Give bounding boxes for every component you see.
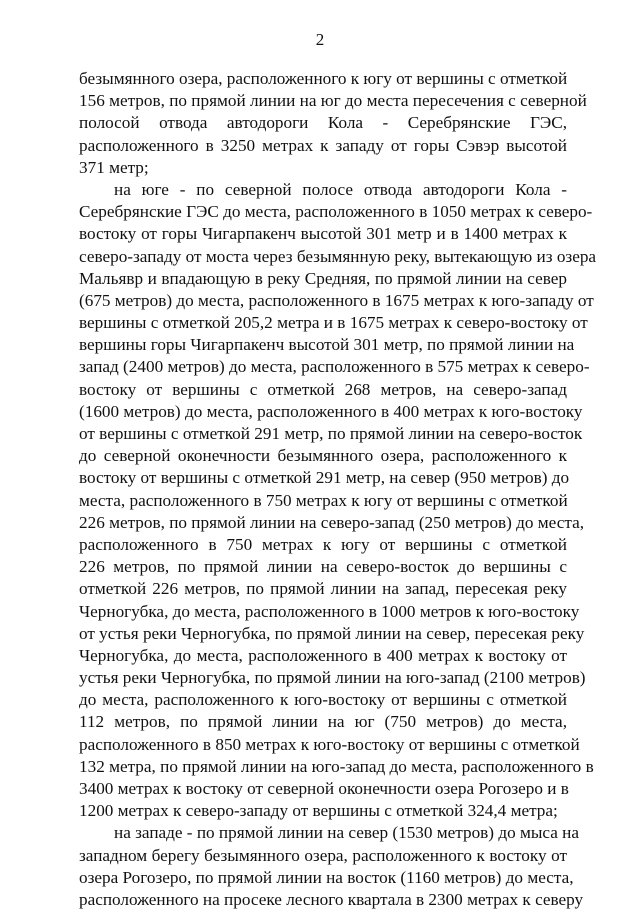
text-line: полосой отвода автодороги Кола - Серебрянские ГЭС,	[79, 113, 567, 133]
text-line: 226 метров, по прямой линии на северо-восток до вершины с	[79, 557, 567, 577]
text-line: безымянного озера, расположенного к югу от вершины с отметкой	[79, 69, 568, 88]
text-line: устья реки Черногубка, по прямой линии на юго-запад (2100 метров)	[79, 668, 586, 688]
text-line: озера Рогозеро, по прямой линии на восток (1160 метров) до места,	[79, 867, 574, 887]
text-line: расположенного в 850 метрах к юго-востоку от вершины с отметкой	[79, 734, 580, 754]
text-line: от устья реки Черногубка, по прямой линии на север, пересекая реку	[79, 623, 585, 643]
text-line: 371 метр;	[79, 157, 149, 177]
text-line: расположенного в 750 метрах к югу от вершины с отметкой	[79, 534, 567, 554]
text-line: 3400 метрах к востоку от северной оконечности озера Рогозеро и в	[79, 779, 569, 798]
text-line: до места, расположенного к юго-востоку от вершины с отметкой	[79, 690, 567, 710]
text-line: западном берегу безымянного озера, расположенного к востоку от	[79, 845, 567, 865]
text-line: 112 метров, по прямой линии на юг (750 метров) до места,	[79, 712, 567, 732]
text-line: расположенного в 3250 метрах к западу от горы Сэвэр высотой	[79, 135, 567, 155]
page-number: 2	[315, 30, 325, 49]
text-line: востоку от вершины с отметкой 268 метров, на северо-запад	[79, 379, 567, 399]
paragraph	[79, 68, 587, 179]
document-body	[79, 68, 597, 911]
text-line: расположенного на просеке лесного квартала в 2300 метрах к северу	[79, 889, 584, 909]
text-line: северо-западу от моста через безымянную реку, вытекающую из озера	[79, 246, 597, 266]
text-line: на западе - по прямой линии на север (1530 метров) до мыса на	[114, 823, 579, 843]
text-line: востоку от горы Чигарпакенч высотой 301 метр и в 1400 метрах к	[79, 224, 567, 244]
paragraph	[79, 822, 584, 911]
text-line: Черногубка, до места, расположенного в 1000 метров к юго-востоку	[79, 601, 580, 621]
text-line: Серебрянские ГЭС до места, расположенного в 1050 метрах к северо-	[79, 202, 593, 222]
text-line: 226 метров, по прямой линии на северо-запад (250 метров) до места,	[79, 512, 585, 532]
text-line: запад (2400 метров) до места, расположенного в 575 метрах к северо-	[79, 357, 590, 377]
text-line: Мальявр и впадающую в реку Средняя, по прямой линии на север	[79, 268, 567, 288]
text-line: отметкой 226 метров, по прямой линии на запад, пересекая реку	[79, 579, 567, 599]
text-line: востоку от вершины с отметкой 291 метр, на север (950 метров) до	[79, 468, 570, 488]
text-line: вершины горы Чигарпакенч высотой 301 метр, по прямой линии на	[79, 335, 575, 355]
text-line: 1200 метрах к северо-западу от вершины с отметкой 324,4 метра;	[79, 801, 558, 821]
text-line: (675 метров) до места, расположенного в 1675 метрах к юго-западу от	[79, 290, 594, 310]
text-line: Черногубка, до места, расположенного в 400 метрах к востоку от	[79, 645, 567, 665]
text-line: 156 метров, по прямой линии на юг до места пересечения с северной	[79, 91, 587, 111]
paragraph	[79, 179, 597, 822]
text-line: вершины с отметкой 205,2 метра и в 1675 метрах к северо-востоку от	[79, 313, 588, 333]
text-line: 132 метра, по прямой линии на юго-запад до места, расположенного в	[79, 756, 594, 776]
text-line: на юге - по северной полосе отвода автодороги Кола -	[114, 179, 567, 199]
text-line: от вершины с отметкой 291 метр, по прямой линии на северо-восток	[79, 424, 583, 443]
text-line: (1600 метров) до места, расположенного в 400 метрах к юго-востоку	[79, 401, 583, 421]
text-line: до северной оконечности безымянного озера, расположенного к	[79, 446, 567, 466]
text-line: места, расположенного в 750 метрах к югу от вершины с отметкой	[79, 490, 568, 510]
